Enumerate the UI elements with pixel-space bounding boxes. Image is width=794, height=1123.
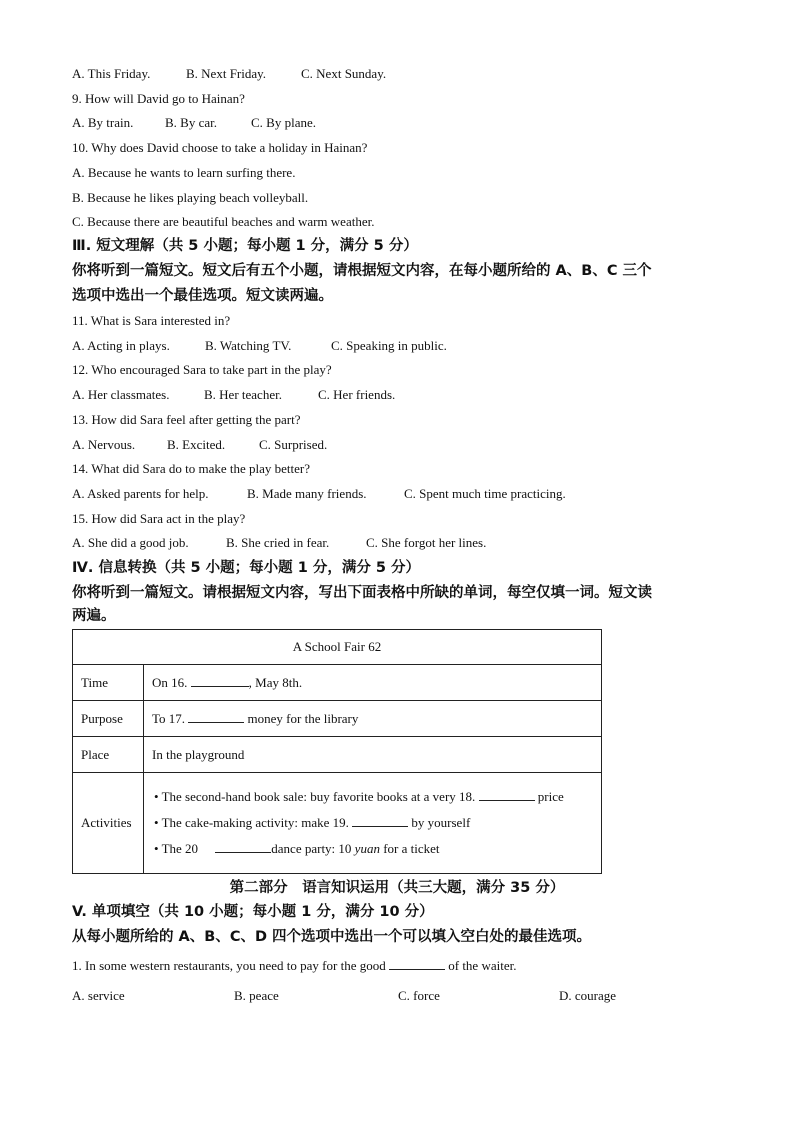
q14-option-b: B. Made many friends.	[247, 486, 367, 501]
table-row-place	[73, 737, 602, 773]
activity-book-sale: • The second-hand book sale: buy favorite books at a very 18. price	[154, 789, 564, 804]
q13-options	[72, 437, 327, 453]
q12-option-b: B. Her teacher.	[204, 387, 282, 402]
table-row-activities	[73, 773, 602, 874]
q15-question: 15. How did Sara act in the play?	[72, 511, 246, 526]
q13-option-a: A. Nervous.	[72, 437, 136, 452]
q9-options	[72, 115, 316, 131]
section4-title: Ⅳ. 信息转换（共 5 小题；每小题 1 分，满分 5 分）	[72, 560, 421, 576]
section4-instruction-1: 你将听到一篇短文。请根据短文内容，写出下面表格中所缺的单词，每空仅填一词。短文读	[72, 585, 652, 601]
q8-option-b: B. Next Friday.	[186, 66, 267, 81]
q9-question: 9. How will David go to Hainan?	[72, 91, 245, 106]
q1-option-d: D. courage	[559, 988, 617, 1003]
section4-instruction-2: 两遍。	[72, 608, 116, 624]
q9-option-b: B. By car.	[165, 115, 217, 130]
blank-19[interactable]	[352, 814, 408, 827]
q9-option-c: C. By plane.	[251, 115, 316, 130]
q15-option-c: C. She forgot her lines.	[366, 535, 487, 550]
blank-17[interactable]	[188, 710, 244, 723]
purpose-value: To 17. money for the library	[144, 701, 602, 737]
q14-options	[72, 486, 566, 502]
activities-label: Activities	[73, 773, 144, 874]
q1-options	[72, 988, 616, 1004]
blank-18[interactable]	[479, 788, 535, 801]
activity-cake-making: • The cake-making activity: make 19. by yourself	[154, 815, 471, 830]
q1-option-c: C. force	[398, 988, 440, 1003]
q11-option-b: B. Watching TV.	[205, 338, 292, 353]
q11-option-a: A. Acting in plays.	[72, 338, 170, 353]
q12-option-a: A. Her classmates.	[72, 387, 170, 402]
q10-option-b: B. Because he likes playing beach volleyball.	[72, 190, 309, 205]
section3-instruction-2: 选项中选出一个最佳选项。短文读两遍。	[72, 288, 333, 304]
q9-option-a: A. By train.	[72, 115, 134, 130]
q1-option-b: B. peace	[234, 988, 279, 1003]
time-label: Time	[73, 665, 144, 701]
q14-option-c: C. Spent much time practicing.	[404, 486, 566, 501]
blank-16[interactable]	[191, 674, 249, 687]
time-value: On 16. , May 8th.	[144, 665, 602, 701]
q1-option-a: A. service	[72, 988, 125, 1003]
table-title: A School Fair 62	[73, 630, 602, 665]
table-row-purpose	[73, 701, 602, 737]
place-label: Place	[73, 737, 144, 773]
table-title-row	[73, 630, 602, 665]
section5-instruction: 从每小题所给的 A、B、C、D 四个选项中选出一个可以填入空白处的最佳选项。	[72, 929, 592, 945]
section5-title: V. 单项填空（共 10 小题；每小题 1 分，满分 10 分）	[72, 904, 434, 920]
q14-question: 14. What did Sara do to make the play better?	[72, 461, 311, 476]
activity-dance-party: • The 20 dance party: 10 yuan for a ticket	[154, 841, 440, 856]
q10-question: 10. Why does David choose to take a holiday in Hainan?	[72, 140, 368, 155]
place-value: In the playground	[144, 737, 602, 773]
blank-q1[interactable]	[389, 957, 445, 970]
q11-option-c: C. Speaking in public.	[331, 338, 447, 353]
q13-option-b: B. Excited.	[167, 437, 226, 452]
q13-question: 13. How did Sara feel after getting the part?	[72, 412, 301, 427]
q12-options	[72, 387, 395, 403]
section3-title: Ⅲ. 短文理解（共 5 小题；每小题 1 分，满分 5 分）	[72, 238, 418, 254]
section3-instruction-1: 你将听到一篇短文。短文后有五个小题，请根据短文内容，在每小题所给的 A、B、C 三个	[72, 263, 652, 279]
part2-title: 第二部分 语言知识运用（共三大题，满分 35 分）	[229, 880, 565, 896]
q10-option-a: A. Because he wants to learn surfing there.	[72, 165, 296, 180]
q8-options	[72, 66, 386, 82]
q13-option-c: C. Surprised.	[259, 437, 328, 452]
blank-20[interactable]	[215, 840, 271, 853]
q12-question: 12. Who encouraged Sara to take part in the play?	[72, 362, 332, 377]
q1-question: 1. In some western restaurants, you need to pay for the good of the waiter.	[72, 958, 517, 973]
q15-options	[72, 535, 486, 551]
q15-option-b: B. She cried in fear.	[226, 535, 330, 550]
q10-option-c: C. Because there are beautiful beaches and warm weather.	[72, 214, 375, 229]
q15-option-a: A. She did a good job.	[72, 535, 189, 550]
q11-options	[72, 338, 447, 354]
q14-option-a: A. Asked parents for help.	[72, 486, 209, 501]
q12-option-c: C. Her friends.	[318, 387, 396, 402]
q8-option-a: A. This Friday.	[72, 66, 151, 81]
activities-value	[144, 773, 602, 874]
purpose-label: Purpose	[73, 701, 144, 737]
table-row-time	[73, 665, 602, 701]
q8-option-c: C. Next Sunday.	[301, 66, 387, 81]
school-fair-table	[72, 629, 602, 874]
q11-question: 11. What is Sara interested in?	[72, 313, 231, 328]
